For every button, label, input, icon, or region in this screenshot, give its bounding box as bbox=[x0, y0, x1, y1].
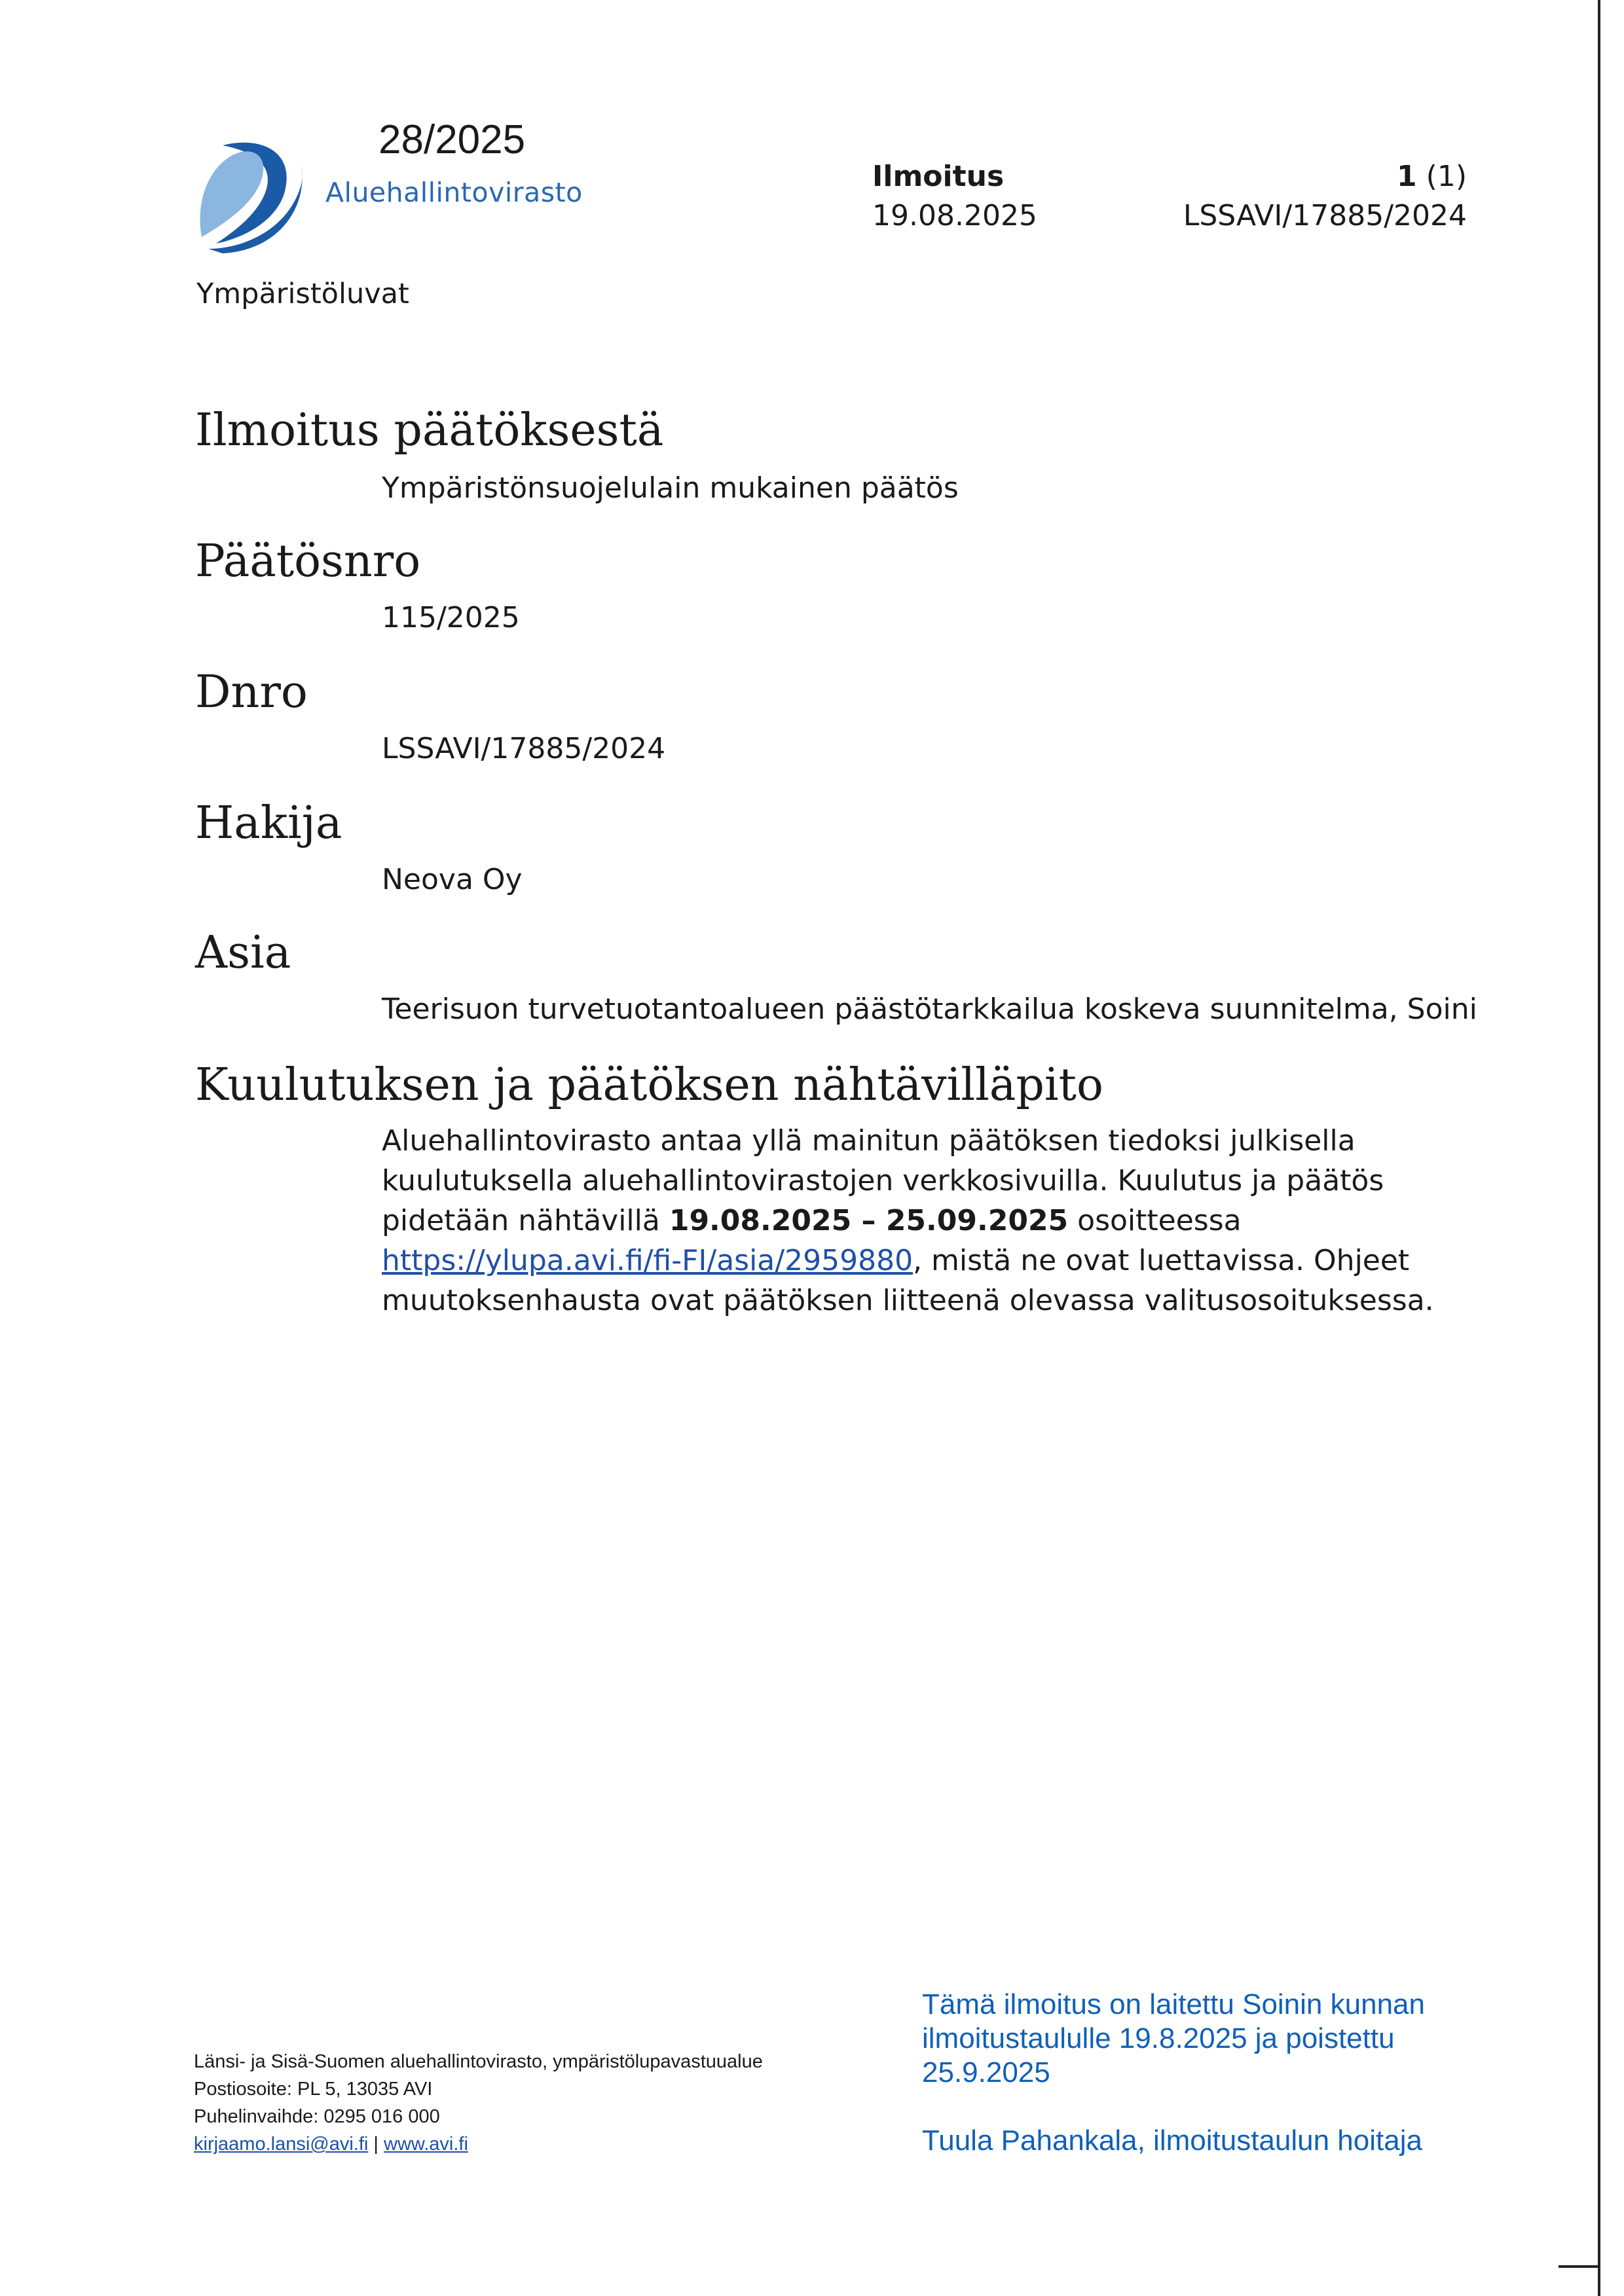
paragraph-line-5: muutoksenhausta ovat päätöksen liitteenä olevassa valitusosoituksessa. bbox=[382, 1284, 1434, 1317]
subject-heading: Asia bbox=[195, 927, 291, 979]
paragraph-line-1: Aluehallintovirasto antaa yllä mainitun päätöksen tiedoksi julkisella bbox=[382, 1124, 1356, 1157]
header-dnro: LSSAVI/17885/2024 bbox=[1183, 199, 1467, 232]
dnro-value: LSSAVI/17885/2024 bbox=[382, 732, 666, 765]
scan-edge-line bbox=[1598, 0, 1600, 2296]
paragraph-line-3-post: osoitteessa bbox=[1068, 1204, 1242, 1237]
scan-edge-corner bbox=[1559, 2265, 1600, 2268]
page-total: (1) bbox=[1426, 160, 1467, 193]
footer bbox=[194, 2048, 763, 2158]
avi-logo-icon bbox=[196, 139, 314, 257]
document-date: 19.08.2025 bbox=[872, 199, 1037, 232]
footer-separator: | bbox=[368, 2134, 384, 2155]
paragraph-line-4-post: , mistä ne ovat luettavissa. Ohjeet bbox=[913, 1244, 1410, 1277]
department: Ympäristöluvat bbox=[196, 278, 409, 310]
footer-email-link[interactable]: kirjaamo.lansi@avi.fi bbox=[194, 2134, 369, 2155]
footer-postal-address: Postiosoite: PL 5, 13035 AVI bbox=[194, 2079, 433, 2100]
subject-value: Teerisuon turvetuotantoalueen päästötarkkailua koskeva suunnitelma, Soini bbox=[382, 993, 1477, 1026]
decision-number-heading: Päätösnro bbox=[195, 536, 421, 587]
paragraph-line-2: kuulutuksella aluehallintovirastojen verkkosivuilla. Kuulutus ja päätös bbox=[382, 1164, 1384, 1197]
stamp-signature: Tuula Pahankala, ilmoitustaulun hoitaja bbox=[922, 2124, 1422, 2157]
stamp-spacer bbox=[922, 2090, 1425, 2124]
stamp-line-1: Tämä ilmoitus on laitettu Soinin kunnan bbox=[922, 1988, 1425, 2020]
footer-contacts bbox=[194, 2130, 763, 2158]
paragraph-line-3-pre: pidetään nähtävillä bbox=[382, 1204, 669, 1237]
posting-stamp bbox=[922, 1988, 1425, 2158]
decision-link[interactable]: https://ylupa.avi.fi/fi-FI/asia/2959880 bbox=[382, 1244, 913, 1277]
dnro-heading: Dnro bbox=[195, 666, 308, 718]
display-heading: Kuulutuksen ja päätöksen nähtävilläpito bbox=[195, 1059, 1103, 1111]
applicant-heading: Hakija bbox=[195, 797, 342, 849]
document-type: Ilmoitus bbox=[872, 160, 1005, 193]
agency-name: Aluehallintovirasto bbox=[325, 177, 583, 208]
page-current: 1 bbox=[1397, 160, 1417, 193]
paragraph-line-3 bbox=[382, 1201, 1482, 1241]
paragraph-line-4 bbox=[382, 1241, 1482, 1281]
display-period: 19.08.2025 – 25.09.2025 bbox=[669, 1204, 1069, 1237]
stamp-line-3: 25.9.2025 bbox=[922, 2056, 1050, 2088]
stamp-line-2: ilmoitustaululle 19.8.2025 ja poistettu bbox=[922, 2022, 1395, 2054]
handwritten-number: 28/2025 bbox=[378, 117, 526, 162]
footer-phone: Puhelinvaihde: 0295 016 000 bbox=[194, 2106, 440, 2127]
display-paragraph bbox=[382, 1121, 1482, 1321]
page-number bbox=[1397, 160, 1467, 193]
notice-value: Ympäristönsuojelulain mukainen päätös bbox=[382, 471, 959, 505]
applicant-value: Neova Oy bbox=[382, 863, 523, 896]
footer-agency: Länsi- ja Sisä-Suomen aluehallintovirasto, ympäristölupavastuualue bbox=[194, 2051, 763, 2072]
notice-heading: Ilmoitus päätöksestä bbox=[195, 405, 664, 456]
decision-number-value: 115/2025 bbox=[382, 601, 520, 634]
footer-website-link[interactable]: www.avi.fi bbox=[384, 2134, 468, 2155]
